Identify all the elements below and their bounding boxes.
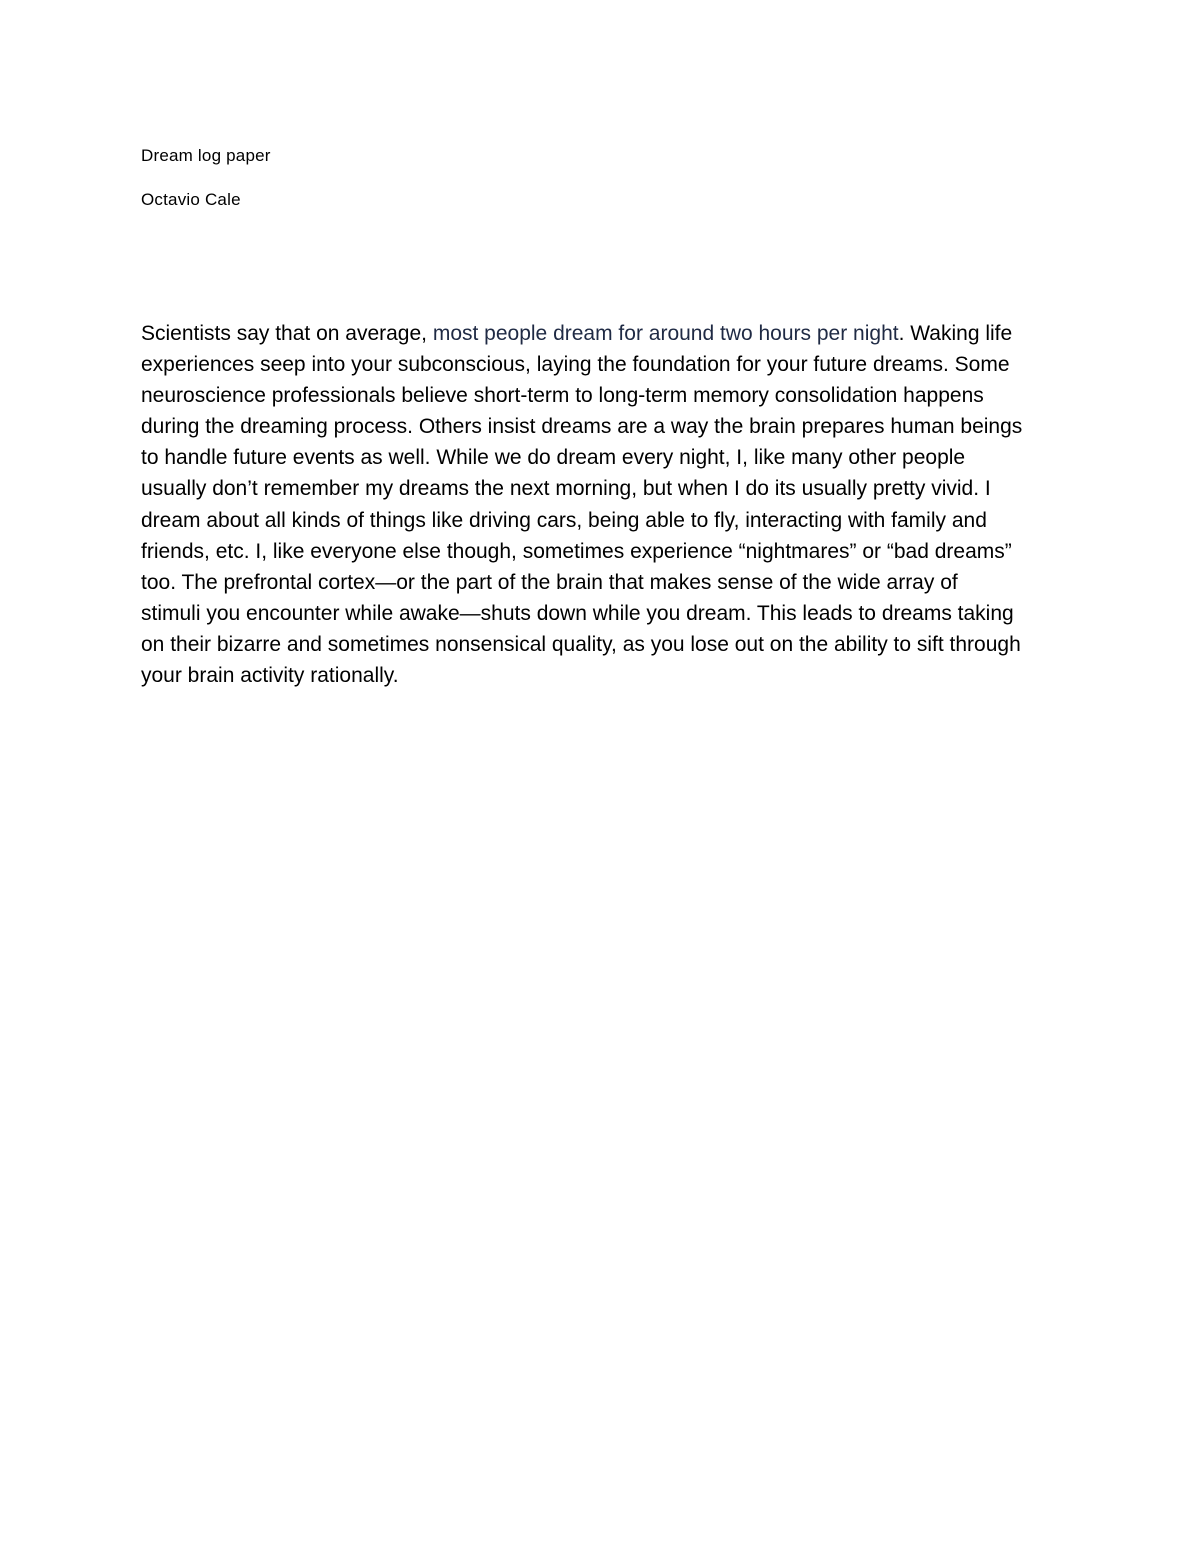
document-title: Dream log paper: [141, 146, 271, 165]
paragraph-line: stimuli you encounter while awake—shuts down while you dream. This leads to dreams taking: [141, 601, 1014, 625]
paragraph-line: during the dreaming process. Others insist dreams are a way the brain prepares human beings: [141, 415, 1023, 439]
paragraph: [141, 318, 1066, 691]
paragraph-line: usually don’t remember my dreams the next morning, but when I do its usually pretty vivid. I: [141, 477, 991, 501]
paragraph-line: on their bizarre and sometimes nonsensical quality, as you lose out on the ability to sift through: [141, 632, 1021, 656]
paragraph-line: dream about all kinds of things like driving cars, being able to fly, interacting with family and: [141, 508, 987, 532]
author-name: Octavio Cale: [141, 190, 241, 209]
paragraph-line: your brain activity rationally.: [141, 664, 399, 688]
paragraph-line: friends, etc. I, like everyone else though, sometimes experience “nightmares” or “bad dreams”: [141, 539, 1012, 563]
paragraph-line: [141, 318, 1066, 349]
paragraph-line: neuroscience professionals believe short-term to long-term memory consolidation happens: [141, 384, 984, 408]
line-text: . Waking life: [898, 322, 1013, 345]
paragraph-line: to handle future events as well. While we do dream every night, I, like many other people: [141, 446, 966, 470]
line-text: Scientists say that on average,: [141, 322, 433, 345]
highlighted-text: most people dream for around two hours per night: [432, 322, 899, 345]
paragraph-line: too. The prefrontal cortex—or the part of the brain that makes sense of the wide array of: [141, 570, 958, 594]
paragraph-line: experiences seep into your subconscious, laying the foundation for your future dreams. Some: [141, 353, 1010, 377]
